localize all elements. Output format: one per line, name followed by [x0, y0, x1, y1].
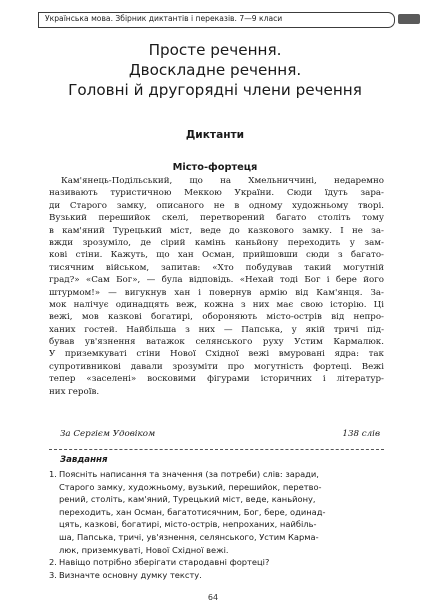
divider [49, 449, 384, 450]
task-line [49, 493, 384, 506]
task-text: Старого замку, художньому, вузький, перешийок, перетво- [59, 481, 322, 492]
tasks-title: Завдання [60, 455, 108, 465]
task-text: цять, казкові, богатирі, місто-острів, непроханих, найбіль- [59, 519, 317, 530]
task-text: люк, приземкуваті, Нової Східної вежі. [59, 544, 229, 555]
page-number: 64 [207, 593, 219, 602]
book-title: Українська мова. Збірник диктантів і переказів. 7—9 класи [45, 14, 283, 23]
section-title: Диктанти [185, 129, 245, 141]
dictation-line: мок налічує одинадцять веж, кожна з них має свою історію. Ці [49, 299, 384, 310]
dictation-line: ханих гостей. Найбільша з них — Папська, у якій тричі під- [49, 324, 384, 335]
task-line [49, 569, 384, 582]
dictation-line: град?» «Сам Бог», — була відповідь. «Нехай тоді Бог і бере його [49, 275, 384, 286]
dictation-line: вежі, мов казкові богатирі, обороняють місто-острів від непро- [49, 312, 384, 323]
running-header [0, 0, 426, 30]
word-count: 138 слів [342, 429, 380, 439]
chapter-title-line: Головні й другорядні члени речення [68, 81, 362, 99]
task-line [49, 506, 384, 519]
dictation-line: кові стіни. Кажуть, що хан Осман, прийшовши сюди з багато- [49, 250, 384, 261]
chapter-title-line: Двоскладне речення. [128, 61, 302, 79]
task-number: 2. [49, 557, 57, 568]
dictation-line: штурмом!» — вигукнув хан і повернув армію від Кам'янця. За- [49, 287, 384, 298]
dictation-line: У приземкуваті стіни Нової Східної вежі вмуровані ядра: так [49, 349, 384, 360]
dictation-line: Кам'янець-Подільський, що на Хмельниччині, недаремно [61, 176, 384, 186]
dictation-line: Вузький перешийок скелі, перетворений багато століть тому [49, 213, 384, 224]
dictation-line: називають туристичною Меккою України. Сюди їдуть зара- [49, 188, 384, 199]
task-text: Навіщо потрібно зберігати стародавні фортеці? [59, 557, 270, 568]
task-text: Поясніть написання та значення (за потреби) слів: заради, [59, 469, 319, 479]
task-text: ша, Папська, тричі, ув'язнення, селянського, Устим Карма- [59, 531, 319, 542]
task-line [49, 544, 384, 557]
task-number: 1. [49, 469, 57, 479]
dictation-text [49, 175, 384, 398]
dictation-author: За Сергієм Удовіком [60, 429, 156, 439]
dictation-line: вжди зрозуміло, де сірий камінь каньйону переходить у зам- [49, 237, 384, 248]
dictation-line: супротивникові давали зрозуміти про могутність фортеці. Вежі [49, 361, 384, 372]
tasks-list [49, 468, 384, 581]
dictation-line: бував ув'язнення ватажок селянського руху Устим Кармалюк. [49, 337, 384, 348]
task-text: Визначте основну думку тексту. [59, 569, 202, 580]
task-line [49, 481, 384, 494]
chapter-title [40, 40, 390, 100]
task-line [49, 556, 384, 569]
task-number: 3. [49, 569, 57, 580]
task-text: переходить, хан Осман, багатотисячним, Бог, бере, одинад- [59, 506, 326, 517]
header-tab-marker [398, 14, 420, 24]
task-line [49, 518, 384, 531]
chapter-title-line: Просте речення. [148, 41, 282, 59]
dictation-line: в кам'яний Турецький міст, веде до казкового замку. І не за- [49, 225, 384, 236]
dictation-line: тепер «заселені» восковими фігурами історичних і літератур- [49, 374, 384, 385]
task-text: рений, століть, кам'яний, Турецький міст, веде, каньйону, [59, 494, 316, 505]
dictation-line: тисячним військом, запитав: «Хто побудував такий могутній [49, 262, 384, 273]
dictation-title: Місто-фортеця [172, 162, 258, 173]
task-line [49, 531, 384, 544]
dictation-line: ди Старого замку, описаного не в одному художньому творі. [49, 200, 384, 211]
task-line [49, 468, 384, 481]
dictation-source [60, 428, 380, 440]
dictation-line: них героїв. [49, 386, 100, 397]
